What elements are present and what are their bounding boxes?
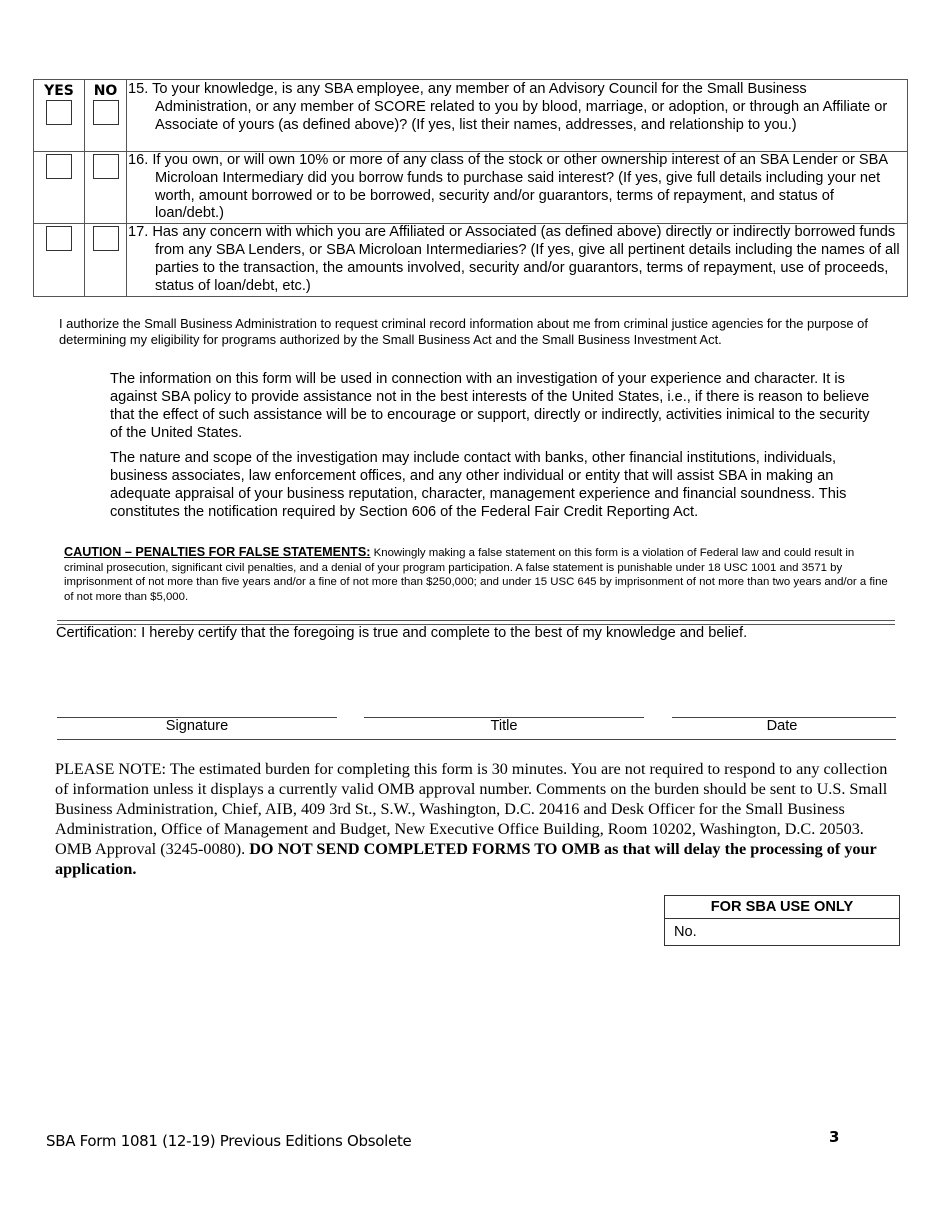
question-15-text: 15. To your knowledge, is any SBA employee, any member of an Advisory Council for the Small Business Administration, or any member of SCORE related to you by blood, marriage, or adoption, or through an Affiliate or Associate of yours (as defined above)? (If yes, list their names, addresses, and relationship to you.) bbox=[128, 81, 888, 133]
burden-note-warning: DO NOT SEND COMPLETED FORMS TO OMB as that will delay the processing of your application. bbox=[55, 840, 877, 878]
question-row-15 bbox=[34, 80, 908, 152]
question-row-17 bbox=[34, 224, 908, 297]
sba-use-only-heading: FOR SBA USE ONLY bbox=[665, 896, 899, 919]
no-checkbox-17[interactable] bbox=[93, 226, 119, 251]
questions-table bbox=[33, 79, 908, 297]
signature-label: Signature bbox=[165, 718, 229, 734]
question-17-text: 17. Has any concern with which you are Affiliated or Associated (as defined above) directly or indirectly borrowed funds from any SBA Lenders, or SBA Microloan Intermediaries? (If yes, give all pertinent details including the names of all parties to the transaction, the amounts involved, security and/or guarantors, terms of repayment, use of proceeds, status of loan/debt, etc.) bbox=[128, 224, 900, 294]
burden-note bbox=[55, 759, 895, 879]
question-row-16 bbox=[34, 152, 908, 224]
no-checkbox-15[interactable] bbox=[93, 100, 119, 125]
yes-checkbox-16[interactable] bbox=[46, 154, 72, 179]
caution-heading: CAUTION – PENALTIES FOR FALSE STATEMENTS: bbox=[64, 545, 371, 559]
burden-note-text: PLEASE NOTE: The estimated burden for completing this form is 30 minutes. You are not required to respond to any collection of information unless it displays a currently valid OMB approval number. Comments on the burden should be sent to U.S. Small Business Administration, Chief, AIB, 409 3rd St., S.W., Washington, D.C. 20416 and Desk Officer for the Small Business Administration, Office of Management and Budget, New Executive Office Building, Room 10202, Washington, D.C. 20503. OMB Approval (3245-0080). bbox=[55, 760, 888, 858]
info-paragraph-1: The information on this form will be used in connection with an investigation of your experience and character. It is against SBA policy to provide assistance not in the best interests of the United States, i.e., if there is reason to believe that the effect of such assistance will be to encourage or support, directly or indirectly, activities inimical to the security of the United States. bbox=[110, 371, 870, 441]
no-cell bbox=[85, 80, 127, 152]
question-16-text: 16. If you own, or will own 10% or more of any class of the stock or other ownership interest of an SBA Lender or SBA Microloan Intermediary did you borrow funds to purchase said interest? (If yes, give full details including your net worth, amount borrowed or to be borrowed, security and/or guarantors, terms of repayment, and status of loan/debt.) bbox=[128, 152, 888, 222]
caution-statement bbox=[64, 545, 890, 604]
yes-checkbox-17[interactable] bbox=[46, 226, 72, 251]
certification-statement: Certification: I hereby certify that the foregoing is true and complete to the best of my knowledge and belief. bbox=[56, 625, 748, 641]
sba-use-number-field: No. bbox=[674, 924, 697, 940]
yes-header: YES bbox=[44, 83, 74, 99]
divider-line bbox=[57, 620, 895, 621]
form-id-footer: SBA Form 1081 (12-19) Previous Editions Obsolete bbox=[46, 1132, 412, 1150]
signature-baseline bbox=[57, 739, 896, 740]
yes-checkbox-15[interactable] bbox=[46, 100, 72, 125]
yes-cell bbox=[34, 80, 85, 152]
caution-text: Knowingly making a false statement on this form is a violation of Federal law and could result in criminal prosecution, significant civil penalties, and a denial of your program participation. A false statement is punishable under 18 USC 1001 and 3571 by imprisonment of not more than five years and/or a fine of not more than $250,000; and under 15 USC 645 by imprisonment of not more than two years and/or a fine of not more than $5,000. bbox=[64, 547, 888, 603]
page-number: 3 bbox=[829, 1128, 840, 1146]
date-label: Date bbox=[766, 718, 798, 734]
authorization-statement: I authorize the Small Business Administration to request criminal record information about me from criminal justice agencies for the purpose of determining my eligibility for programs authorized by the Small Business Act and the Small Business Investment Act. bbox=[59, 316, 868, 347]
sba-use-only-box bbox=[664, 895, 900, 946]
no-checkbox-16[interactable] bbox=[93, 154, 119, 179]
info-paragraph-2: The nature and scope of the investigation may include contact with banks, other financial institutions, individuals, business associates, law enforcement offices, and any other individual or entity that will assist SBA in making an adequate appraisal of your business reputation, character, management experience and financial soundness. This constitutes the notification required by Section 606 of the Federal Fair Credit Reporting Act. bbox=[110, 450, 847, 520]
no-header: NO bbox=[93, 83, 118, 99]
title-label: Title bbox=[490, 718, 518, 734]
